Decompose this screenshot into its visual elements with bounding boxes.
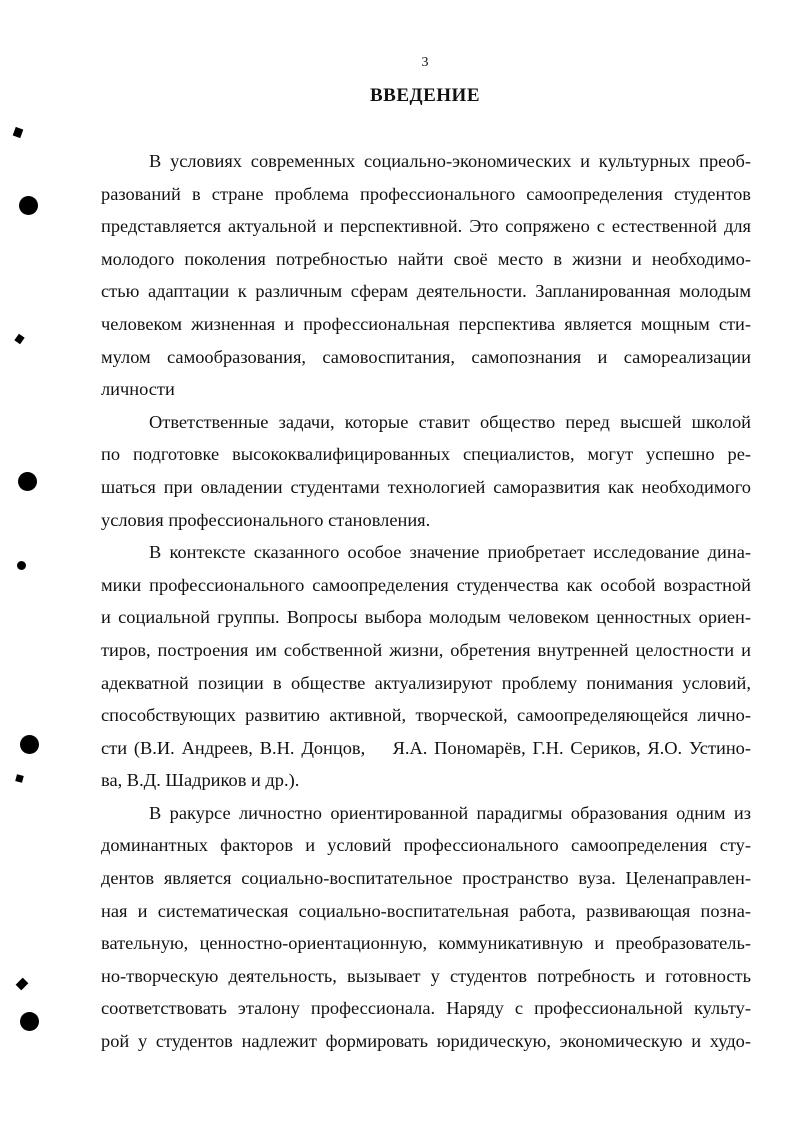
text-line: разований в стране проблема профессионального самоопределения студентов [101,183,751,204]
scan-speck [13,127,24,138]
scan-speck [15,774,24,783]
text-line: В условиях современных социально-экономических и культурных преоб- [149,151,751,171]
scan-speck [17,561,26,570]
text-line: рой у студентов надлежит формировать юридическую, экономическую и худо- [101,1031,751,1052]
text-line: мулом самообразования, самовоспитания, самопознания и самореализации [101,346,751,367]
text-line: стью адаптации к различным сферам деятельности. Запланированная молодым [101,281,751,302]
text-line: условия профессионального становления. [101,509,431,530]
scan-speck [14,334,24,345]
text-line: тиров, построения им собственной жизни, обретения внутренней целостности и [101,639,751,660]
text-line: ная и систематическая социально-воспитательная работа, развивающая позна- [101,900,751,921]
text-line: адекватной позиции в обществе актуализируют проблему понимания условий, [101,672,751,693]
text-line: человеком жизненная и профессиональная перспектива является мощным сти- [101,313,751,334]
page-number: 3 [421,55,429,70]
text-line: соответствовать эталону профессионала. Наряду с профессиональной культу- [101,998,751,1019]
paragraph-1 [101,145,751,406]
text-line: доминантных факторов и условий профессионального самоопределения сту- [101,835,751,856]
text-line: дентов является социально-воспитательное пространство вуза. Целенаправлен- [101,868,751,889]
punch-hole [20,735,39,754]
page-title: ВВЕДЕНИЕ [370,85,480,106]
text-line: ва, В.Д. Шадриков и др.). [101,770,300,791]
paragraph-2 [101,406,751,536]
text-line: В контексте сказанного особое значение приобретает исследование дина- [149,542,751,563]
punch-hole [19,196,38,215]
text-line: сти (В.И. Андреев, В.Н. Донцов, Я.А. Пономарёв, Г.Н. Сериков, Я.О. Устино- [101,737,751,758]
text-line: личности [101,379,175,400]
punch-hole [20,1012,39,1031]
text-line: но-творческую деятельность, вызывает у студентов потребность и готовность [101,965,751,986]
text-line: способствующих развитию активной, творческой, самоопределяющейся лично- [101,705,751,726]
document-body [101,145,751,1058]
text-line: шаться при овладении студентами технологией саморазвития как необходимого [101,476,751,497]
punch-hole [18,472,37,491]
paragraph-4 [101,797,751,1058]
scan-speck [16,978,29,991]
text-line: вательную, ценностно-ориентационную, коммуникативную и преобразователь- [101,933,751,954]
text-line: по подготовке высококвалифицированных специалистов, могут успешно ре- [101,444,751,465]
text-line: и социальной группы. Вопросы выбора молодым человеком ценностных ориен- [101,607,751,628]
text-line: представляется актуальной и перспективной. Это сопряжено с естественной для [101,216,751,237]
paragraph-3 [101,536,751,797]
text-line: мики профессионального самоопределения студенчества как особой возрастной [101,574,751,595]
text-line: Ответственные задачи, которые ставит общество перед высшей школой [149,411,751,432]
text-line: В ракурсе личностно ориентированной парадигмы образования одним из [149,802,751,823]
text-line: молодого поколения потребностью найти своё место в жизни и необходимо- [101,248,751,269]
